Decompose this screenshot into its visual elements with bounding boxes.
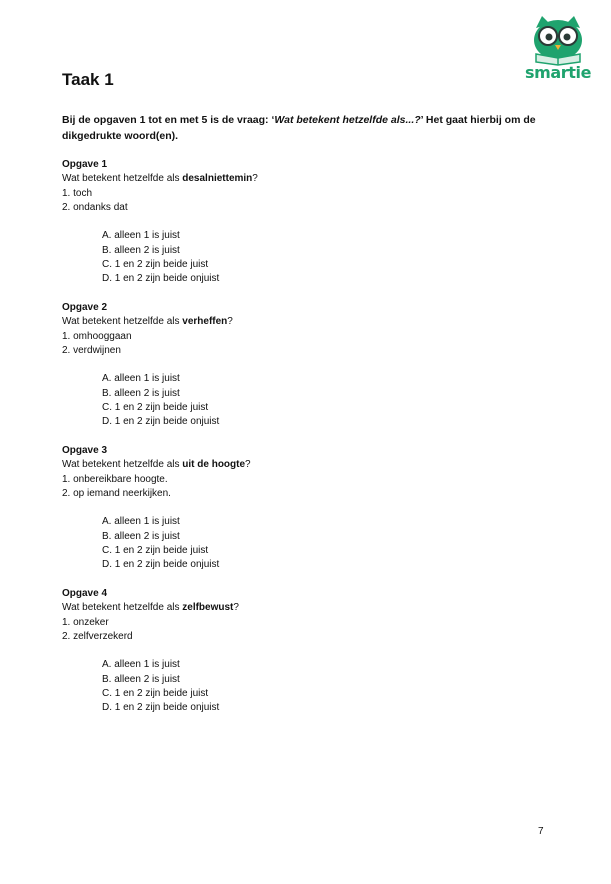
question-heading: Opgave 4	[62, 587, 108, 599]
question-heading: Opgave 2	[62, 301, 108, 313]
question-prompt	[62, 458, 562, 472]
question-prompt	[62, 172, 562, 186]
statement-2: 2. verdwijnen	[62, 344, 121, 356]
question-heading: Opgave 1	[62, 159, 108, 170]
target-word: verheffen	[182, 316, 228, 328]
option-a[interactable]: A. alleen 1 is juist	[102, 373, 180, 385]
prompt-text: Wat betekent hetzelfde als	[62, 173, 183, 185]
question-prompt	[62, 315, 562, 329]
page-title: Taak 1	[62, 70, 114, 89]
owl-icon	[522, 14, 594, 66]
statement-1: 1. omhooggaan	[62, 330, 132, 342]
option-c[interactable]: C. 1 en 2 zijn beide juist	[102, 259, 209, 271]
option-d[interactable]: D. 1 en 2 zijn beide onjuist	[102, 273, 220, 285]
question-3	[62, 444, 562, 573]
option-c[interactable]: C. 1 en 2 zijn beide juist	[102, 687, 209, 699]
statement-1: 1. onbereikbare hoogte.	[62, 473, 168, 485]
option-b[interactable]: B. alleen 2 is juist	[102, 530, 180, 542]
option-b[interactable]: B. alleen 2 is juist	[102, 244, 180, 256]
question-prompt	[62, 601, 562, 615]
option-a[interactable]: A. alleen 1 is juist	[102, 659, 180, 671]
statement-2: 2. zelfverzekerd	[62, 630, 133, 642]
target-word: uit de hoogte	[182, 459, 246, 471]
option-d[interactable]: D. 1 en 2 zijn beide onjuist	[102, 559, 220, 571]
prompt-end: ?	[227, 316, 233, 328]
statement-2: 2. op iemand neerkijken.	[62, 487, 171, 499]
instructions-text-start: Bij de opgaven 1 tot en met 5 is de vraag: ‘	[62, 114, 275, 126]
option-d[interactable]: D. 1 en 2 zijn beide onjuist	[102, 416, 220, 428]
statement-1: 1. onzeker	[62, 616, 109, 628]
prompt-end: ?	[252, 173, 258, 185]
question-4	[62, 587, 562, 716]
option-a[interactable]: A. alleen 1 is juist	[102, 230, 180, 242]
option-c[interactable]: C. 1 en 2 zijn beide juist	[102, 402, 209, 414]
statement-2: 2. ondanks dat	[62, 201, 128, 213]
prompt-text: Wat betekent hetzelfde als	[62, 459, 183, 471]
instructions	[62, 112, 557, 144]
option-a[interactable]: A. alleen 1 is juist	[102, 516, 180, 528]
question-list	[62, 158, 562, 730]
question-heading: Opgave 3	[62, 444, 108, 456]
option-b[interactable]: B. alleen 2 is juist	[102, 673, 180, 685]
logo-text: smartie	[524, 63, 592, 82]
target-word: desalniettemin	[182, 173, 253, 185]
page-number: 7	[538, 826, 544, 837]
answer-options	[62, 372, 562, 429]
statement-1: 1. toch	[62, 187, 93, 199]
option-d[interactable]: D. 1 en 2 zijn beide onjuist	[102, 702, 220, 714]
prompt-end: ?	[233, 602, 239, 614]
option-c[interactable]: C. 1 en 2 zijn beide juist	[102, 545, 209, 557]
target-word: zelfbewust	[182, 602, 234, 614]
question-2	[62, 301, 562, 430]
smartie-logo	[522, 14, 594, 86]
answer-options	[62, 658, 562, 715]
instructions-question: Wat betekent hetzelfde als...?	[274, 114, 421, 126]
prompt-text: Wat betekent hetzelfde als	[62, 316, 183, 328]
prompt-text: Wat betekent hetzelfde als	[62, 602, 183, 614]
answer-options	[62, 515, 562, 572]
prompt-end: ?	[245, 459, 251, 471]
question-1	[62, 158, 562, 287]
answer-options	[62, 229, 562, 286]
option-b[interactable]: B. alleen 2 is juist	[102, 387, 180, 399]
instructions-text-end: ’ Het gaat hierbij om de dikgedrukte woord(en).	[62, 114, 536, 142]
